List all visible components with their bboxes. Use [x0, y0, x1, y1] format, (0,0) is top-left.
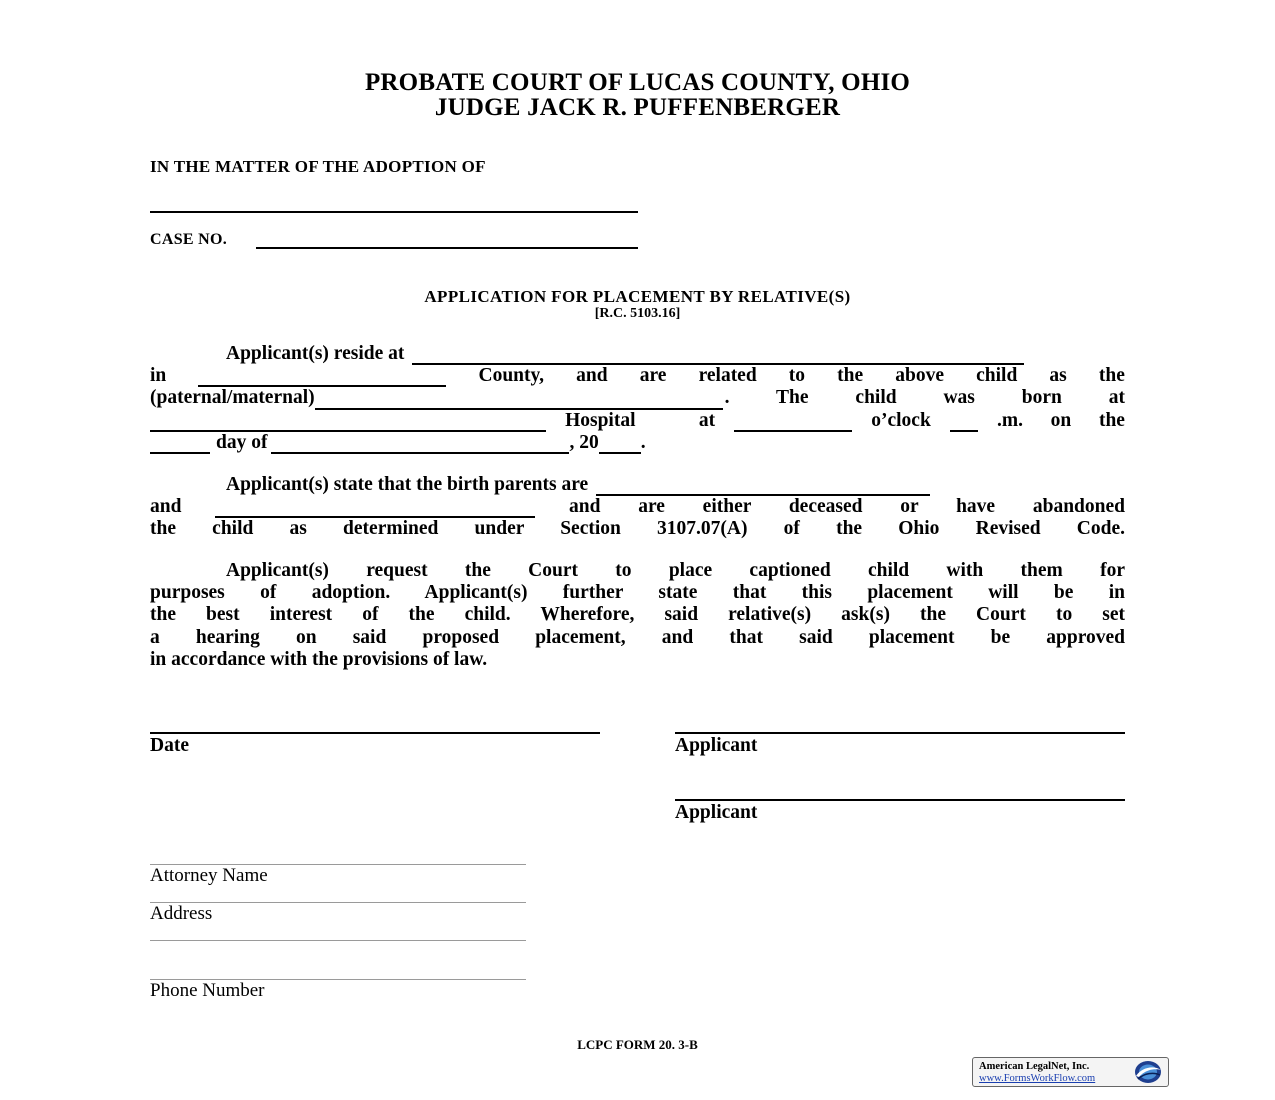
request-line: in accordance with the provisions of law. — [150, 648, 488, 670]
birth-year-field[interactable] — [599, 436, 641, 454]
logo-company-name: American LegalNet, Inc. — [979, 1061, 1090, 1072]
word: child — [976, 365, 1018, 387]
logo-url-link[interactable]: www.FormsWorkFlow.com — [979, 1073, 1096, 1084]
globe-swirl-icon — [1128, 1059, 1164, 1085]
request-paragraph — [150, 560, 1125, 671]
judge-name: JUDGE JACK R. PUFFENBERGER — [434, 94, 841, 121]
address-line-2[interactable] — [150, 940, 526, 941]
adoptee-name-field[interactable] — [150, 211, 638, 213]
date-label: Date — [150, 735, 189, 756]
applicant-1-label: Applicant — [675, 735, 758, 756]
word: and — [576, 365, 608, 387]
request-line: Applicant(s) request the Court to place captioned child with them for — [226, 559, 1125, 581]
address-label: Address — [150, 903, 213, 924]
request-line: purposes of adoption. Applicant(s) further state that this placement will be in — [150, 582, 1125, 604]
county-field[interactable] — [198, 369, 446, 387]
am-pm-field[interactable] — [950, 414, 978, 432]
birth-time-field[interactable] — [734, 414, 852, 432]
applicant-2-label: Applicant — [675, 802, 758, 823]
court-name: PROBATE COURT OF LUCAS COUNTY, OHIO — [364, 69, 911, 96]
adoption-matter-label: IN THE MATTER OF THE ADOPTION OF — [150, 157, 486, 176]
american-legalnet-logo[interactable] — [972, 1057, 1169, 1087]
period-text: . — [640, 431, 646, 453]
word: to — [788, 365, 806, 387]
applicant-1-signature-line[interactable] — [675, 732, 1125, 734]
birth-parents-paragraph — [150, 474, 1125, 541]
word: the — [837, 365, 864, 387]
word: are — [639, 365, 667, 387]
birth-hospital-field[interactable] — [150, 414, 546, 432]
date-signature-line[interactable] — [150, 732, 600, 734]
birth-month-field[interactable] — [271, 436, 569, 454]
phone-number-label: Phone Number — [150, 980, 265, 1001]
case-number-row — [150, 231, 638, 251]
statute-text: the child as determined under Section 3107.07(A) of the Ohio Revised Code. — [150, 518, 1125, 540]
m-on-the-text: .m. on the — [996, 409, 1125, 431]
form-number: LCPC FORM 20. 3-B — [577, 1037, 698, 1052]
word: above — [895, 365, 945, 387]
case-number-label: CASE NO. — [150, 231, 228, 248]
residence-paragraph — [150, 343, 1125, 454]
request-line: the best interest of the child. Wherefore, said relative(s) ask(s) the Court to set — [150, 604, 1125, 626]
word: as — [1049, 365, 1067, 387]
hospital-at-text: Hospital at — [565, 409, 716, 431]
residence-address-field[interactable] — [412, 347, 1024, 365]
word: County, — [478, 365, 545, 387]
year-prefix-text: , 20 — [569, 431, 599, 453]
paternal-maternal-text: (paternal/maternal) — [150, 387, 315, 409]
birth-parent-2-field[interactable] — [215, 500, 535, 518]
birth-parents-text: Applicant(s) state that the birth parents are — [226, 473, 589, 495]
statute-citation: [R.C. 5103.16] — [594, 306, 681, 321]
word: related — [698, 365, 757, 387]
word: the — [1098, 365, 1125, 387]
born-at-text: . The child was born at — [724, 387, 1125, 409]
in-text: in — [150, 365, 167, 387]
request-line: a hearing on said proposed placement, and that said placement be approved — [150, 626, 1125, 648]
case-number-field[interactable] — [256, 247, 638, 249]
oclock-text: o’clock — [871, 409, 931, 431]
applicant-2-signature-line[interactable] — [675, 799, 1125, 801]
attorney-name-label: Attorney Name — [150, 865, 268, 886]
deceased-abandoned-text: and are either deceased or have abandoned — [568, 496, 1125, 518]
birth-parent-1-field[interactable] — [596, 478, 930, 496]
form-title: APPLICATION FOR PLACEMENT BY RELATIVE(S) — [424, 287, 851, 306]
relationship-field[interactable] — [315, 392, 723, 410]
reside-text: Applicant(s) reside at — [226, 342, 405, 364]
birth-day-field[interactable] — [150, 436, 210, 454]
day-of-text: day of — [216, 431, 268, 453]
and-text: and — [150, 496, 182, 518]
